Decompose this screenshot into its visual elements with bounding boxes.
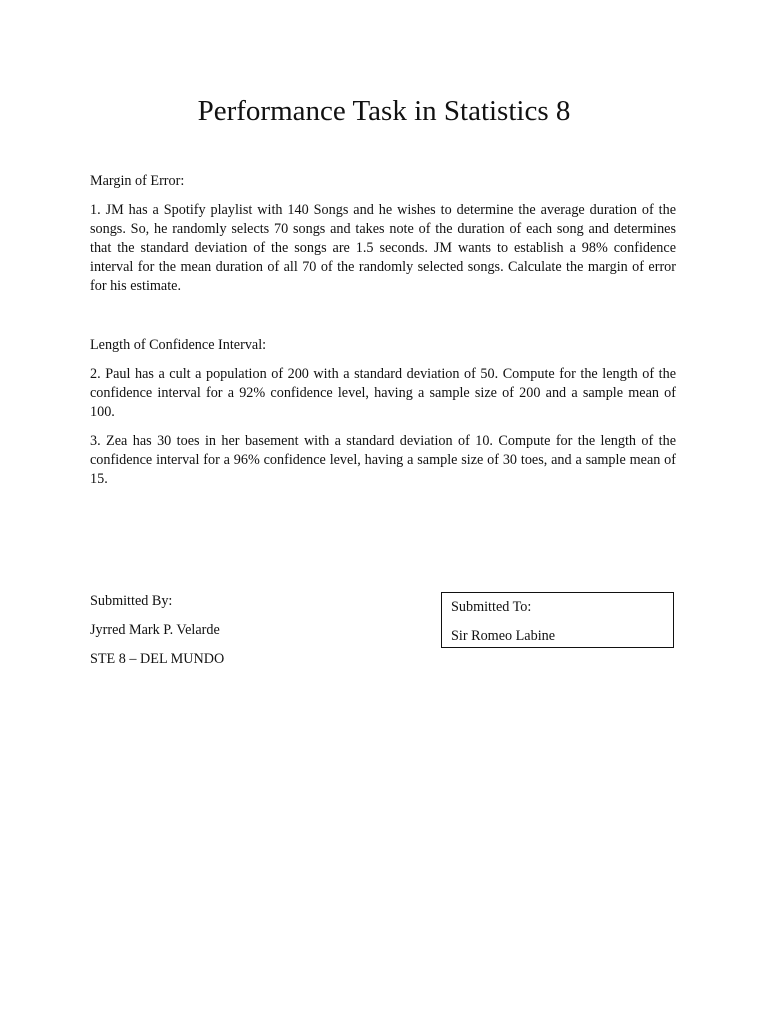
submitter-name: Jyrred Mark P. Velarde (90, 622, 220, 638)
section-heading-margin-of-error: Margin of Error: (90, 173, 185, 189)
problem-2: 2. Paul has a cult a population of 200 with a standard deviation of 50. Compute for the length of the confidence interval for a 92% confidence level, having a sample size of 200 and a sample mean of 100. (90, 366, 676, 420)
submitted-by-label: Submitted By: (90, 593, 173, 609)
submitted-to-box (441, 592, 674, 648)
submitted-by-block (90, 592, 224, 679)
submitted-to-label: Submitted To: (451, 599, 532, 615)
section-spacer (90, 306, 676, 336)
problem-1: 1. JM has a Spotify playlist with 140 Songs and he wishes to determine the average duration of the songs. So, he randomly selects 70 songs and takes note of the duration of each song and determines that the standard deviation of the songs are 1.5 seconds. JM wants to establish a 98% confidence interval for the mean duration of all 70 of the randomly selected songs. Calculate the margin of error for his estimate. (90, 202, 676, 294)
section-heading-length-of-confidence-interval: Length of Confidence Interval: (90, 337, 267, 353)
problem-3: 3. Zea has 30 toes in her basement with a standard deviation of 10. Compute for the length of the confidence interval for a 96% confidence level, having a sample size of 30 toes, and a sample mean of 15. (90, 433, 676, 487)
document-body (90, 172, 676, 499)
submitter-section: STE 8 – DEL MUNDO (90, 651, 225, 667)
page-title: Performance Task in Statistics 8 (197, 95, 571, 127)
recipient-name: Sir Romeo Labine (451, 628, 556, 644)
